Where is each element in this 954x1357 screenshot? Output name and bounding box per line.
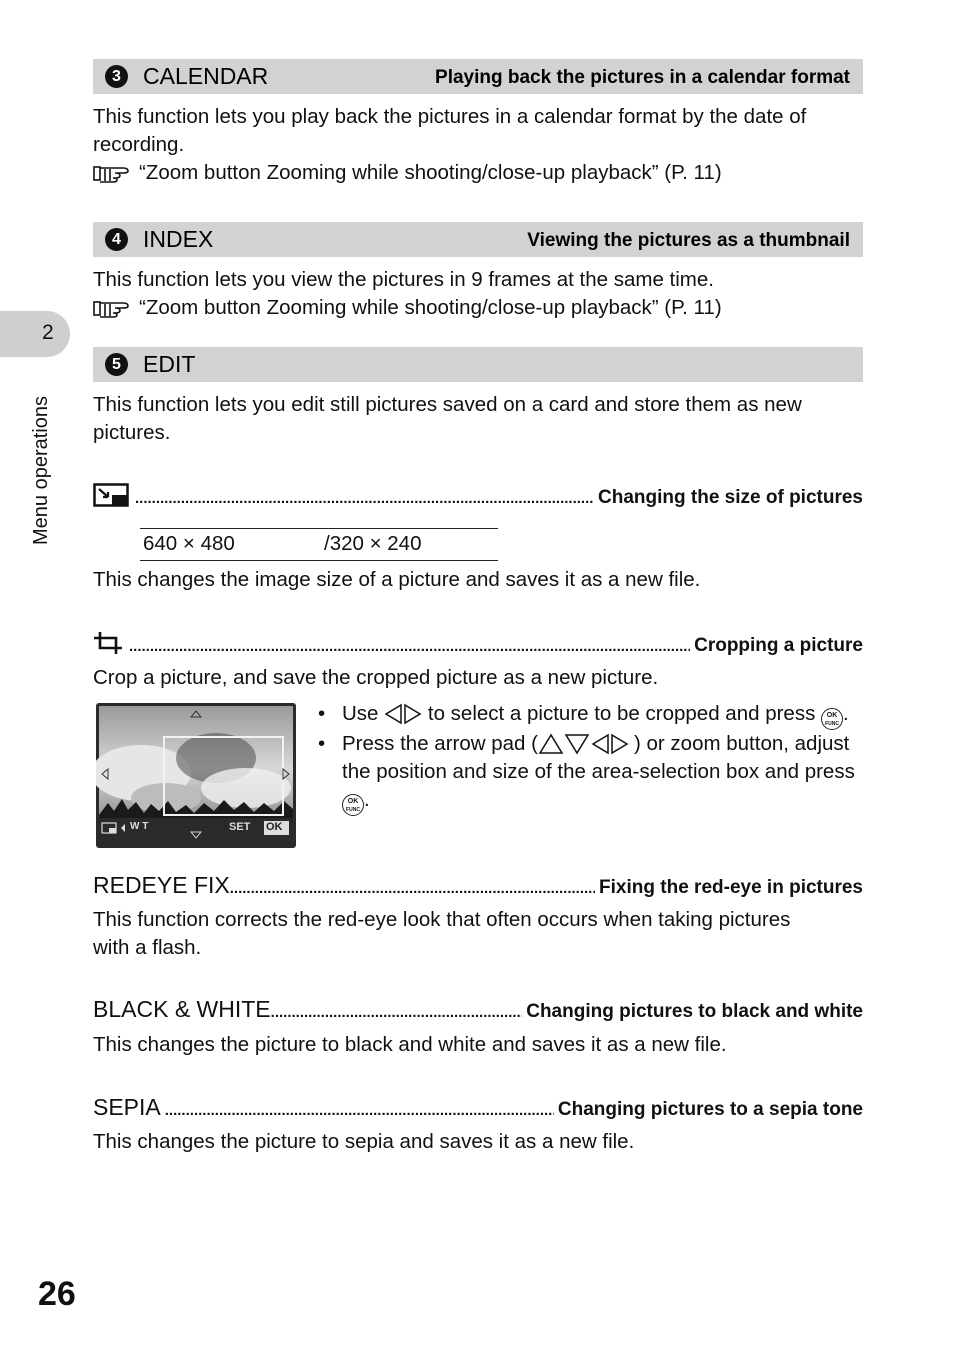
crop-icon xyxy=(93,631,125,657)
calendar-body: This function lets you play back the pictures in a calendar format by the date of recording. xyxy=(93,105,807,156)
index-body: This function lets you view the pictures in 9 frames at the same time. xyxy=(93,268,714,291)
chapter-tab xyxy=(0,311,70,357)
resize-body: This changes the image size of a picture and saves it as a new file. xyxy=(93,568,701,591)
crop-instructions xyxy=(318,700,868,816)
section-number-icon: 3 xyxy=(105,65,128,88)
crop-heading xyxy=(93,631,863,657)
bw-body: This changes the picture to black and white and saves it as a new file. xyxy=(93,1033,727,1056)
index-reference: “Zoom button Zooming while shooting/close-up playback” (P. 11) xyxy=(93,294,722,326)
ok-func-button-icon: OK FUNC xyxy=(342,794,364,816)
resize-description: Changing the size of pictures xyxy=(598,487,863,508)
crop-instruction-1: • Use to select a picture to be cropped and press OK FUNC . xyxy=(318,700,868,730)
sepia-body: This changes the picture to sepia and saves it as a new file. xyxy=(93,1130,635,1153)
resize-icon xyxy=(93,483,131,509)
sepia-heading xyxy=(93,1094,863,1121)
crop-body: Crop a picture, and save the cropped picture as a new picture. xyxy=(93,666,659,689)
redeye-body: This function corrects the red-eye look that often occurs when taking pictures with a flash. xyxy=(93,908,791,959)
edit-title: EDIT xyxy=(143,351,196,377)
page-number: 26 xyxy=(38,1275,76,1313)
screen-set-label: SET xyxy=(229,821,251,833)
section-number-icon: 5 xyxy=(105,353,128,376)
calendar-subtitle: Playing back the pictures in a calendar format xyxy=(435,67,850,88)
calendar-reference: “Zoom button Zooming while shooting/close-up playback” (P. 11) xyxy=(93,159,722,191)
redeye-heading xyxy=(93,872,863,899)
redeye-description: Fixing the red-eye in pictures xyxy=(599,877,863,898)
pointing-hand-icon xyxy=(93,163,131,191)
index-header xyxy=(93,222,863,257)
resize-options-table xyxy=(140,528,498,561)
index-title: INDEX xyxy=(143,226,214,252)
edit-header xyxy=(93,347,863,382)
arrow-pad-icon xyxy=(538,732,634,755)
calendar-title: CALENDAR xyxy=(143,63,269,89)
edit-body: This function lets you edit still pictures saved on a card and store them as new pictures. xyxy=(93,393,802,444)
bw-description: Changing pictures to black and white xyxy=(526,1001,863,1022)
crop-instruction-2: • Press the arrow pad ( ) or zoom button, adjust the position and size of the area-selection box and press OK FUNC . xyxy=(318,730,868,816)
index-subtitle: Viewing the pictures as a thumbnail xyxy=(527,230,850,251)
left-right-arrows-icon xyxy=(384,702,428,725)
chapter-number: 2 xyxy=(42,321,54,344)
crop-description: Cropping a picture xyxy=(694,635,863,656)
calendar-header xyxy=(93,59,863,94)
bw-title: BLACK & WHITE xyxy=(93,996,271,1022)
chapter-label: Menu operations xyxy=(30,396,52,545)
size-option: 640 × 480 xyxy=(140,529,321,561)
camera-screen-illustration xyxy=(96,703,296,848)
sepia-title: SEPIA xyxy=(93,1094,161,1120)
ok-func-button-icon: OK FUNC xyxy=(821,708,843,730)
pointing-hand-icon xyxy=(93,298,131,326)
bw-heading xyxy=(93,996,863,1023)
size-option: /320 × 240 xyxy=(321,529,498,561)
screen-zoom-label: W T xyxy=(130,821,149,832)
section-number-icon: 4 xyxy=(105,228,128,251)
screen-ok-label: OK xyxy=(266,821,283,833)
sepia-description: Changing pictures to a sepia tone xyxy=(557,1099,863,1120)
redeye-title: REDEYE FIX xyxy=(93,872,230,898)
resize-heading xyxy=(93,483,863,509)
